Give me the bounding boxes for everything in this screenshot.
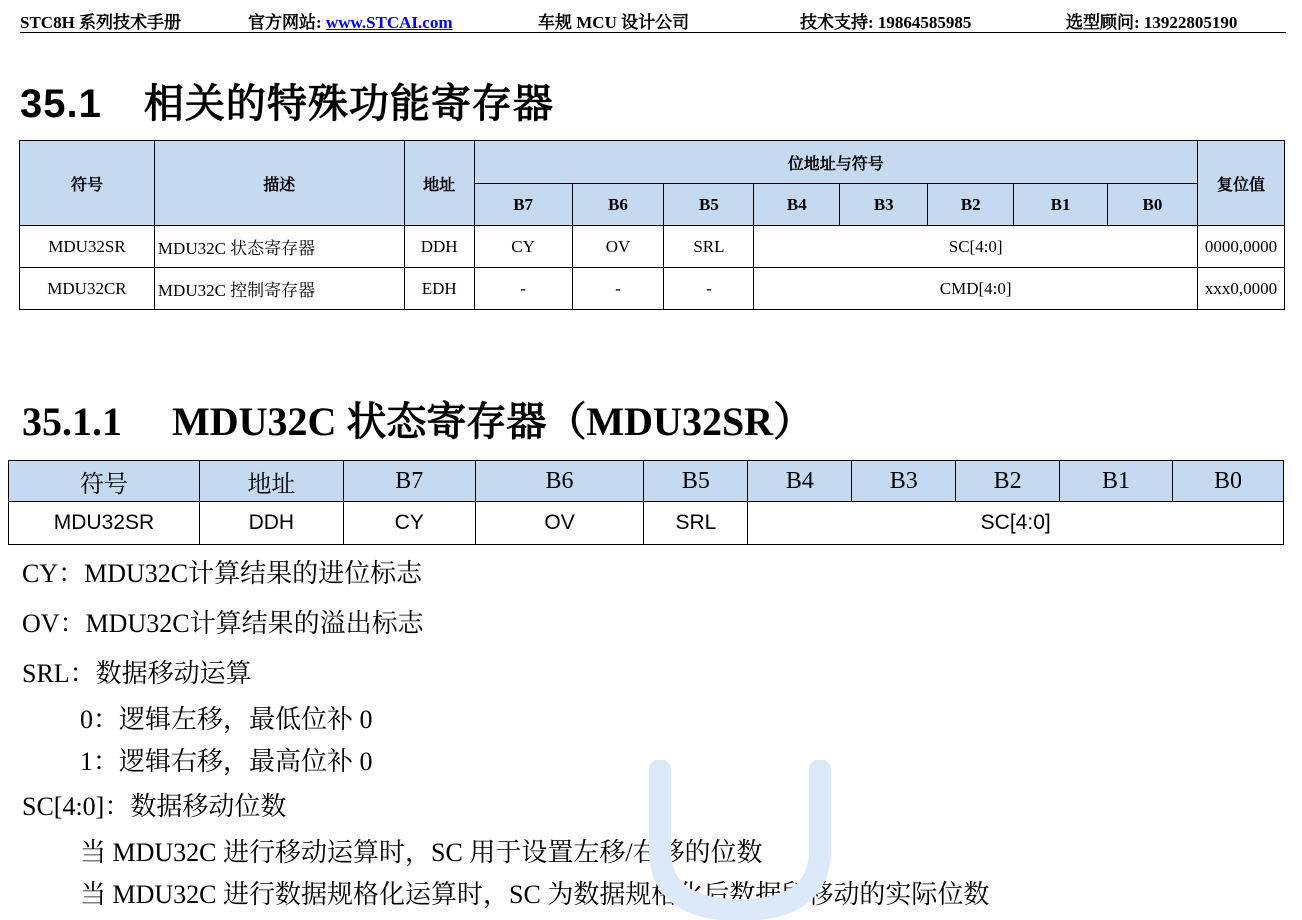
page-header [20, 6, 1286, 33]
table-row [9, 502, 1284, 545]
reg-header-b5: B5 [644, 461, 748, 502]
cell-desc: MDU32C 状态寄存器 [154, 226, 404, 268]
cell-addr: EDH [404, 268, 474, 310]
cell-addr: DDH [404, 226, 474, 268]
subsection-heading [22, 390, 813, 447]
sfr-header-b4: B4 [754, 184, 840, 226]
desc-srl-1: 1：逻辑右移，最高位补 0 [80, 747, 373, 776]
reg-header-addr: 地址 [199, 461, 343, 502]
desc-cy: CY：MDU32C计算结果的进位标志 [22, 559, 423, 588]
subsection-title: MDU32C 状态寄存器（MDU32SR） [172, 399, 814, 444]
sfr-header-desc: 描述 [154, 141, 404, 226]
cell-symbol: MDU32SR [20, 226, 155, 268]
cell-desc: MDU32C 控制寄存器 [154, 268, 404, 310]
sfr-header-bitgroup: 位地址与符号 [474, 141, 1197, 184]
site-label: 官方网站: [248, 13, 326, 32]
sfr-header-b6: B6 [572, 184, 664, 226]
cell-b5: SRL [664, 226, 754, 268]
sfr-header-reset: 复位值 [1197, 141, 1284, 226]
reg-cell-b6: OV [475, 502, 644, 545]
cell-reset: xxx0,0000 [1197, 268, 1284, 310]
mdu32sr-register-table [8, 460, 1284, 545]
sfr-header-addr: 地址 [404, 141, 474, 226]
support-phone: 技术支持: 19864585985 [800, 13, 972, 32]
sfr-header-b0: B0 [1108, 184, 1198, 226]
cell-b7: - [474, 268, 572, 310]
section-title: 相关的特殊功能寄存器 [143, 82, 554, 126]
reg-cell-symbol: MDU32SR [9, 502, 200, 545]
table-row [20, 268, 1285, 310]
cell-b6: OV [572, 226, 664, 268]
company-slogan: 车规 MCU 设计公司 [538, 13, 690, 32]
sfr-header-b2: B2 [928, 184, 1014, 226]
cell-reset: 0000,0000 [1197, 226, 1284, 268]
cell-b4-b0: CMD[4:0] [754, 268, 1198, 310]
sfr-table [19, 140, 1285, 310]
section-heading [20, 72, 554, 129]
sfr-header-b7: B7 [474, 184, 572, 226]
reg-header-b4: B4 [748, 461, 852, 502]
reg-cell-b7: CY [343, 502, 475, 545]
table-row [20, 226, 1285, 268]
cell-b5: - [664, 268, 754, 310]
manual-title: STC8H 系列技术手册 [20, 13, 182, 32]
sfr-header-b1: B1 [1014, 184, 1108, 226]
desc-srl-0: 0：逻辑左移，最低位补 0 [80, 705, 373, 734]
sfr-header-symbol: 符号 [20, 141, 155, 226]
site-link[interactable]: www.STCAI.com [325, 13, 453, 32]
reg-header-symbol: 符号 [9, 461, 200, 502]
reg-cell-b5: SRL [644, 502, 748, 545]
reg-header-b6: B6 [475, 461, 644, 502]
cell-b4-b0: SC[4:0] [754, 226, 1198, 268]
sfr-header-b5: B5 [664, 184, 754, 226]
desc-sc-shift: 当 MDU32C 进行移动运算时，SC 用于设置左移/右移的位数 [80, 838, 763, 867]
reg-header-b2: B2 [956, 461, 1060, 502]
reg-header-b3: B3 [852, 461, 956, 502]
reg-cell-addr: DDH [199, 502, 343, 545]
cell-b6: - [572, 268, 664, 310]
desc-sc-normalize: 当 MDU32C 进行数据规格化运算时，SC 为数据规格化后数据所移动的实际位数 [80, 880, 990, 909]
desc-sc: SC[4:0]：数据移动位数 [22, 792, 287, 821]
desc-ov: OV：MDU32C计算结果的溢出标志 [22, 609, 424, 638]
consultant-phone: 选型顾问: 13922805190 [1066, 13, 1238, 32]
cell-symbol: MDU32CR [20, 268, 155, 310]
subsection-number: 35.1.1 [22, 399, 122, 444]
official-site [248, 8, 452, 33]
reg-header-b1: B1 [1060, 461, 1173, 502]
reg-header-b7: B7 [343, 461, 475, 502]
desc-srl: SRL：数据移动运算 [22, 659, 252, 688]
reg-cell-b4-b0: SC[4:0] [748, 502, 1284, 545]
watermark-logo [620, 760, 860, 920]
section-number: 35.1 [20, 82, 102, 126]
reg-header-b0: B0 [1173, 461, 1284, 502]
sfr-header-b3: B3 [840, 184, 928, 226]
cell-b7: CY [474, 226, 572, 268]
